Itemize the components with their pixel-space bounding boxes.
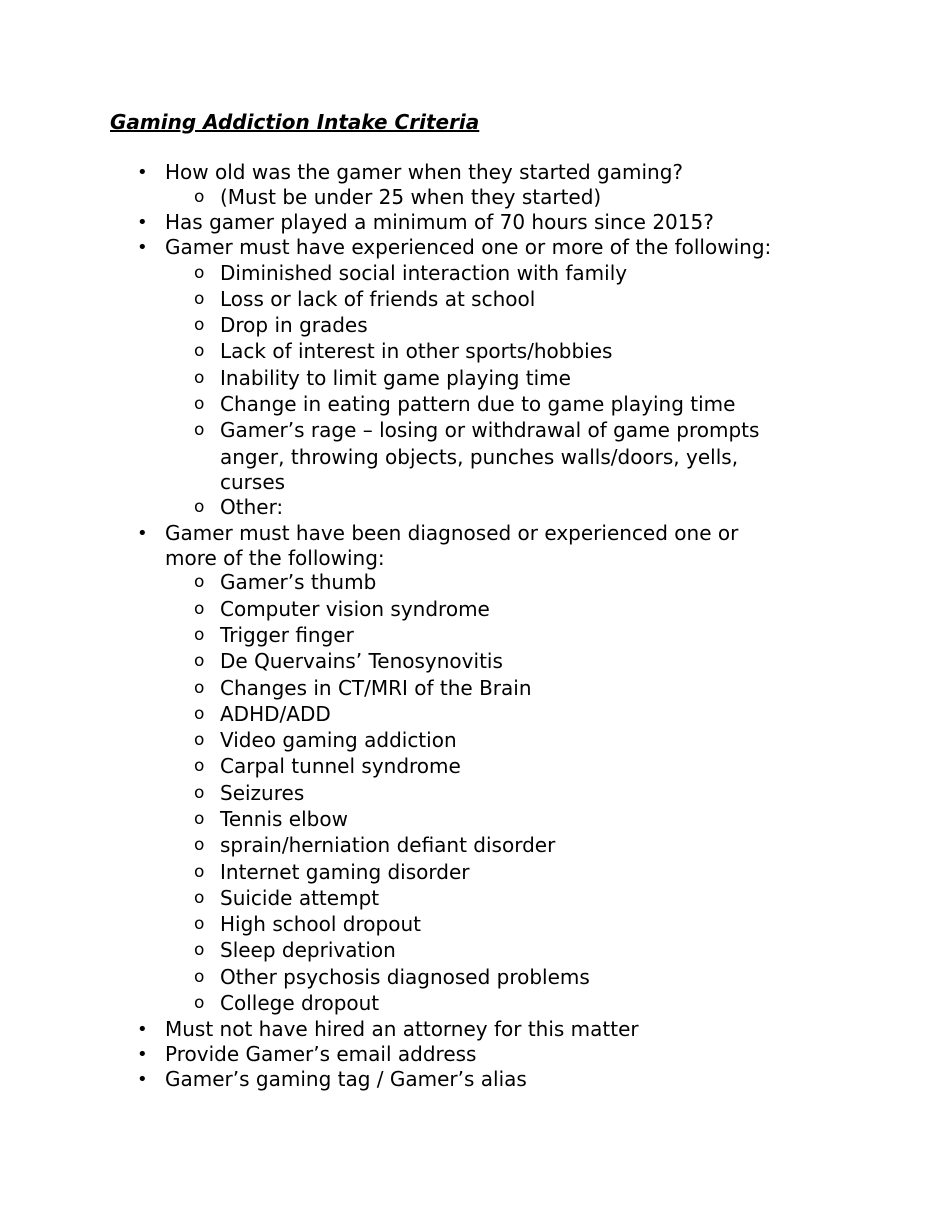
sub-list-item: Sleep deprivation (220, 938, 396, 962)
sub-bullet-icon: o (194, 914, 205, 934)
document-title: Gaming Addiction Intake Criteria (110, 110, 480, 134)
sub-list-item: Seizures (220, 781, 305, 805)
sub-list-item: Gamer’s thumb (220, 570, 377, 594)
sub-bullet-icon: o (194, 730, 205, 750)
sub-bullet-icon: o (194, 368, 205, 388)
bullet-icon: • (137, 162, 148, 183)
sub-list-item: Changes in CT/MRI of the Brain (220, 676, 532, 700)
list-item: more of the following: (165, 546, 385, 570)
sub-list-item: ADHD/ADD (220, 702, 331, 726)
bullet-icon: • (137, 1019, 148, 1040)
sub-bullet-icon: o (194, 993, 205, 1013)
sub-list-item: Trigger finger (220, 623, 354, 647)
sub-list-item: curses (220, 470, 286, 494)
sub-bullet-icon: o (194, 625, 205, 645)
bullet-icon: • (137, 523, 148, 544)
list-item: Provide Gamer’s email address (165, 1042, 477, 1066)
sub-list-item: Computer vision syndrome (220, 597, 490, 621)
sub-list-item: Video gaming addiction (220, 728, 457, 752)
bullet-icon: • (137, 1044, 148, 1065)
sub-list-item: De Quervains’ Tenosynovitis (220, 649, 503, 673)
sub-bullet-icon: o (194, 783, 205, 803)
sub-list-item: College dropout (220, 991, 380, 1015)
sub-list-item: sprain/herniation defiant disorder (220, 833, 556, 857)
sub-bullet-icon: o (194, 420, 205, 440)
sub-bullet-icon: o (194, 341, 205, 361)
sub-bullet-icon: o (194, 967, 205, 987)
sub-bullet-icon: o (194, 289, 205, 309)
sub-list-item: Loss or lack of friends at school (220, 287, 536, 311)
list-item: Gamer must have experienced one or more of the following: (165, 235, 772, 259)
sub-list-item: Other: (220, 495, 284, 519)
sub-list-item: Internet gaming disorder (220, 860, 470, 884)
sub-bullet-icon: o (194, 940, 205, 960)
list-item: How old was the gamer when they started gaming? (165, 160, 684, 184)
sub-list-item: Gamer’s rage – losing or withdrawal of game prompts (220, 418, 760, 442)
list-item: Must not have hired an attorney for this matter (165, 1017, 639, 1041)
sub-list-item: Other psychosis diagnosed problems (220, 965, 590, 989)
sub-bullet-icon: o (194, 572, 205, 592)
sub-list-item: Tennis elbow (220, 807, 348, 831)
sub-list-item: (Must be under 25 when they started) (220, 185, 602, 209)
sub-list-item: Drop in grades (220, 313, 368, 337)
sub-list-item: Carpal tunnel syndrome (220, 754, 461, 778)
sub-list-item: Inability to limit game playing time (220, 366, 571, 390)
bullet-icon: • (137, 1069, 148, 1090)
sub-bullet-icon: o (194, 263, 205, 283)
sub-bullet-icon: o (194, 497, 205, 517)
sub-list-item: Change in eating pattern due to game playing time (220, 392, 736, 416)
sub-bullet-icon: o (194, 888, 205, 908)
sub-list-item: Suicide attempt (220, 886, 380, 910)
list-item: Gamer must have been diagnosed or experienced one or (165, 521, 739, 545)
sub-bullet-icon: o (194, 187, 205, 207)
sub-bullet-icon: o (194, 678, 205, 698)
sub-bullet-icon: o (194, 394, 205, 414)
sub-bullet-icon: o (194, 315, 205, 335)
sub-list-item: anger, throwing objects, punches walls/doors, yells, (220, 445, 739, 469)
sub-list-item: Lack of interest in other sports/hobbies (220, 339, 613, 363)
sub-list-item: High school dropout (220, 912, 421, 936)
sub-bullet-icon: o (194, 704, 205, 724)
bullet-icon: • (137, 237, 148, 258)
sub-bullet-icon: o (194, 599, 205, 619)
list-item: Has gamer played a minimum of 70 hours since 2015? (165, 210, 714, 234)
sub-bullet-icon: o (194, 651, 205, 671)
sub-bullet-icon: o (194, 809, 205, 829)
bullet-icon: • (137, 212, 148, 233)
sub-bullet-icon: o (194, 862, 205, 882)
sub-list-item: Diminished social interaction with family (220, 261, 628, 285)
sub-bullet-icon: o (194, 756, 205, 776)
sub-bullet-icon: o (194, 835, 205, 855)
list-item: Gamer’s gaming tag / Gamer’s alias (165, 1067, 527, 1091)
